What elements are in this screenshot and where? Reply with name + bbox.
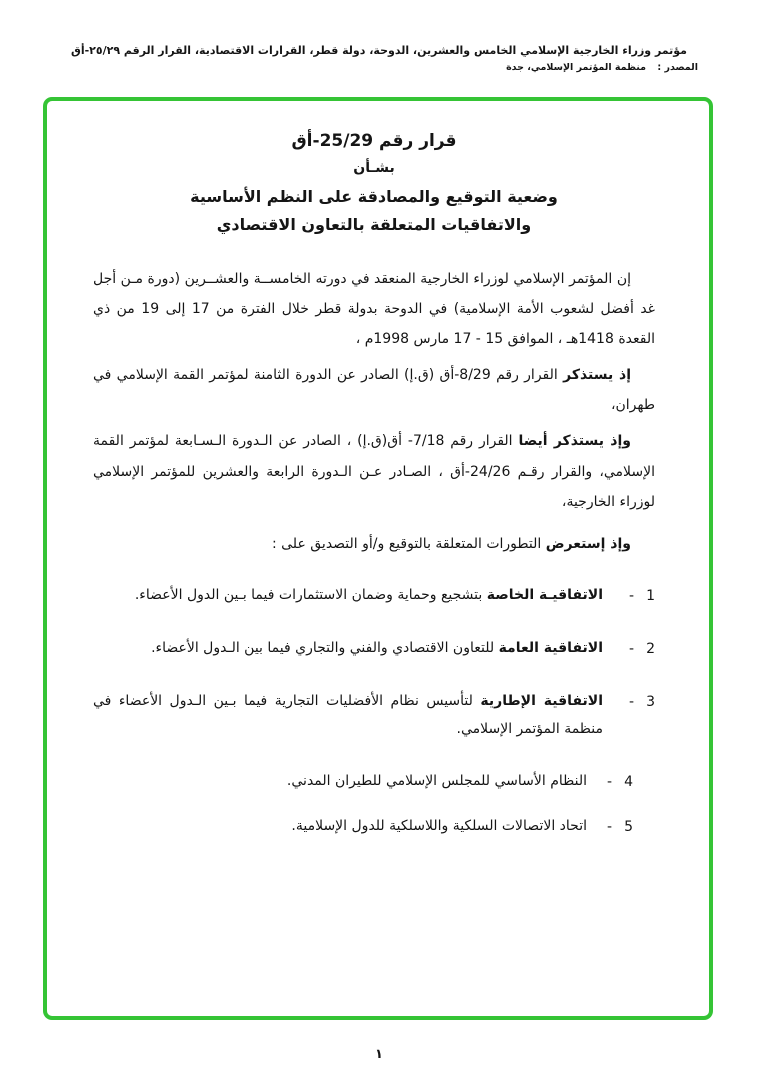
having-reviewed-paragraph xyxy=(93,529,655,559)
paragraph-text: التطورات المتعلقة بالتوقيع و/أو التصديق على : xyxy=(271,535,546,552)
resolution-regarding-label: بشـأن xyxy=(353,160,395,176)
list-item-number: 4 xyxy=(624,773,633,790)
list-item-marker xyxy=(603,634,655,663)
paragraph-text: إن المؤتمر الإسلامي لوزراء الخارجية المنعقد في دورته الخامســة والعشــرين (دورة مـن أجل غد أفضل لشعوب الأمة الإسلامية) في الدوحة بدولة قطر خلال الفترة من 17 إلى 19 من ذي القعدة 1418هـ ، الموافق 15 - 17 مارس 1998م ، xyxy=(93,271,655,348)
resolution-border-box xyxy=(43,97,713,1020)
list-item-text xyxy=(93,634,603,663)
list-item-text xyxy=(93,812,587,841)
list-item-dash: - xyxy=(629,693,635,710)
list-item-number: 3 xyxy=(646,693,655,710)
list-item-lead: الاتفاقيـة الخاصة xyxy=(486,586,603,603)
resolution-subject-line1: وضعية التوقيع والمصادقة على النظم الأساسية xyxy=(190,187,558,206)
resolution-number-title: قرار رقم 25/29-أق xyxy=(291,131,457,151)
list-item-marker xyxy=(603,581,655,610)
list-item-body: للتعاون الاقتصادي والفني والتجاري فيما بين الـدول الأعضاء. xyxy=(151,639,499,656)
paragraph-lead: وإذ يستذكر أيضا xyxy=(518,433,631,450)
list-item xyxy=(93,812,633,841)
list-item-body: لتأسيس نظام الأفضليات التجارية فيما بـين الـدول الأعضاء في منظمة المؤتمر الإسلامي. xyxy=(93,692,603,737)
document-header-line: مؤتمر وزراء الخارجية الإسلامي الخامس والعشرين، الدوحة، دولة قطر، القرارات الاقتصادية، القرار الرقم ٢٥/٢٩-أق xyxy=(70,44,687,57)
list-item-body: بتشجيع وحماية وضمان الاستثمارات فيما بـين الدول الأعضاء. xyxy=(134,586,487,603)
list-item-lead: الاتفاقية الإطارية xyxy=(480,692,603,709)
list-item-body: النظام الأساسي للمجلس الإسلامي للطيران المدني. xyxy=(286,772,587,789)
list-item-marker xyxy=(587,767,633,796)
list-item xyxy=(93,687,655,743)
list-item xyxy=(93,634,655,663)
page-number: ١ xyxy=(375,1047,383,1062)
list-item-dash: - xyxy=(607,773,613,790)
list-item-dash: - xyxy=(629,587,635,604)
list-item-number: 5 xyxy=(624,818,633,835)
list-item-marker xyxy=(587,812,633,841)
list-item-text xyxy=(93,687,603,743)
paragraph-lead: إذ يستذكر xyxy=(563,367,631,384)
paragraph-text: القرار رقم 7/18- أق(ق.إ) ، الصادر عن الـدورة الـسـابعة لمؤتمر القمة الإسلامي، والقرار رقـم 24/26-أق ، الصـادر عـن الـدورة الرابعة والعشرين للمؤتمر الإسلامي لوزراء الخارجية، xyxy=(93,433,655,510)
source-label: المصدر : xyxy=(657,62,698,73)
document-source-line xyxy=(506,62,698,73)
resolution-title-block xyxy=(93,131,655,234)
source-value: منظمة المؤتمر الإسلامي، جدة xyxy=(506,62,647,73)
list-item xyxy=(93,767,633,796)
recalling-also-paragraph xyxy=(93,426,655,516)
list-item-number: 1 xyxy=(646,587,655,604)
list-item-text xyxy=(93,767,587,796)
preamble-paragraph xyxy=(93,264,655,354)
resolution-subject-line2: والاتفاقيات المتعلقة بالتعاون الاقتصادي xyxy=(216,215,532,234)
list-item-dash: - xyxy=(607,818,613,835)
list-item-number: 2 xyxy=(646,640,655,657)
list-item-text xyxy=(93,581,603,610)
paragraph-lead: وإذ إستعرض xyxy=(545,535,631,552)
recalling-paragraph xyxy=(93,360,655,420)
list-item-marker xyxy=(603,687,655,743)
list-item-body: اتحاد الاتصالات السلكية واللاسلكية للدول الإسلامية. xyxy=(291,817,587,834)
list-item-lead: الاتفاقية العامة xyxy=(498,639,603,656)
list-item-dash: - xyxy=(629,640,635,657)
list-item xyxy=(93,581,655,610)
paragraph-text: القرار رقم 8/29-أق (ق.إ) الصادر عن الدورة الثامنة لمؤتمر القمة الإسلامي في طهران، xyxy=(93,367,655,414)
agreements-list xyxy=(93,581,655,841)
